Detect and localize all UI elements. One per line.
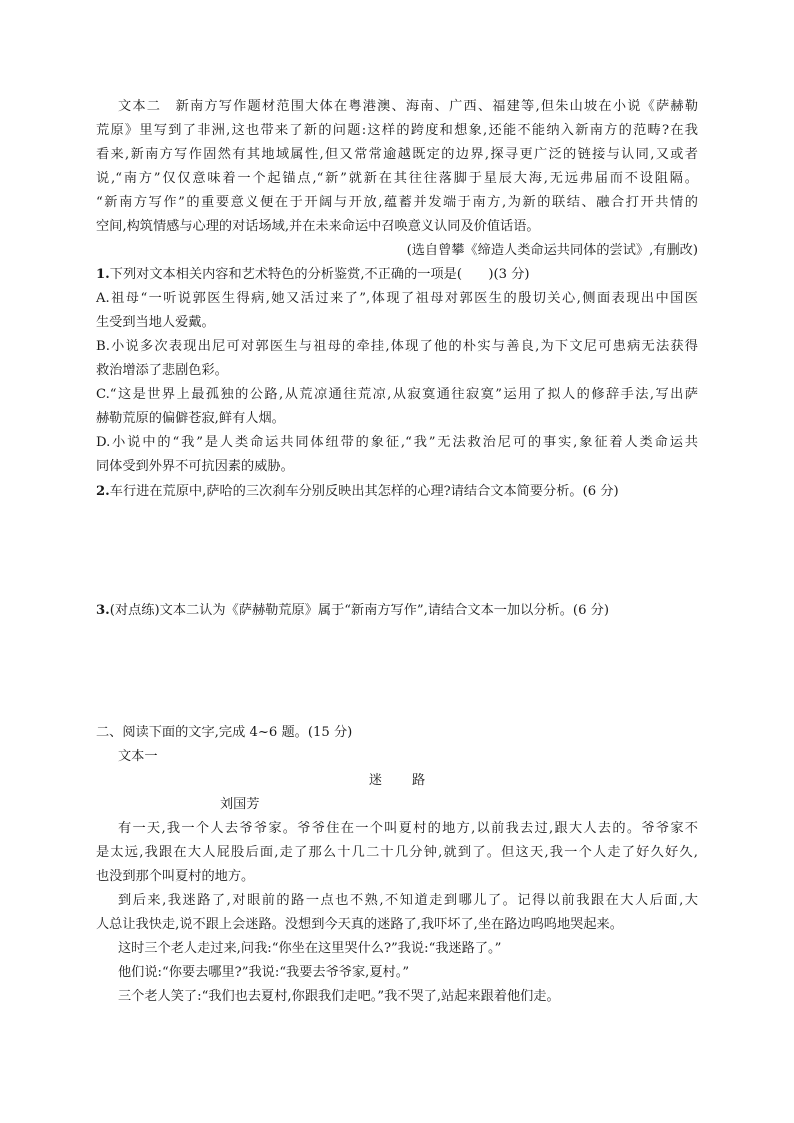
- option-c-line-1: C.“这是世界上最孤独的公路,从荒凉通往荒凉,从寂寞通往寂寞”运用了拟人的修辞手法,写出萨: [96, 387, 698, 402]
- text2-source: (选自曾攀《缔造人类命运共同体的尝试》,有删改): [406, 243, 698, 258]
- story-p4: 他们说:“你要去哪里?”我说:“我要去爷爷家,夏村。”: [118, 965, 410, 980]
- story-author: 刘国芳: [220, 797, 260, 812]
- text2-line-3: 看来,新南方写作固然有其地域属性,但又常常逾越既定的边界,探寻更广泛的链接与认同,又或者: [96, 147, 698, 162]
- story-p5: 三个老人笑了:“我们也去夏村,你跟我们走吧。”我不哭了,站起来跟着他们走。: [118, 989, 560, 1004]
- question-2: [96, 482, 619, 502]
- option-b-line-1: B.小说多次表现出尼可对郭医生与祖母的牵挂,体现了他的朴实与善良,为下文尼可患病无法获得: [96, 339, 698, 354]
- story-p1-line-1: 有一天,我一个人去爷爷家。爷爷住在一个叫夏村的地方,以前我去过,跟大人去的。爷爷家不: [118, 821, 698, 836]
- question-2-number: 2.: [96, 484, 110, 499]
- option-a-line-2: 生受到当地人爱戴。: [96, 315, 215, 330]
- option-d-line-2: 同体受到外界不可抗因素的威胁。: [96, 459, 294, 474]
- text1-label: 文本一: [118, 749, 158, 764]
- option-d-line-1: D.小说中的“我”是人类命运共同体纽带的象征,“我”无法救治尼可的事实,象征着人类命运共: [96, 435, 698, 450]
- question-1: [96, 265, 530, 285]
- option-a-line-1: A.祖母“一听说郭医生得病,她又活过来了”,体现了祖母对郭医生的殷切关心,侧面表现出中国医: [96, 291, 698, 306]
- text2-line-4: 说,“南方”仅仅意味着一个起锚点,“新”就新在其往往落脚于星辰大海,无远弗届而不设阻隔。: [96, 171, 698, 186]
- text2-line-1: 文本二 新南方写作题材范围大体在粤港澳、海南、广西、福建等,但朱山坡在小说《萨赫勒: [118, 99, 698, 114]
- text2-line-2: 荒原》里写到了非洲,这也带来了新的问题:这样的跨度和想象,还能不能纳入新南方的范畴?在我: [96, 123, 698, 138]
- story-p2-line-1: 到后来,我迷路了,对眼前的路一点也不熟,不知道走到哪儿了。记得以前我跟在大人后面,大: [118, 893, 698, 908]
- question-3-number: 3.: [96, 603, 110, 618]
- section-2-heading: 二、阅读下面的文字,完成 4~6 题。(15 分): [96, 725, 353, 740]
- story-p3: 这时三个老人走过来,问我:“你坐在这里哭什么?”我说:“我迷路了。”: [118, 941, 502, 956]
- question-1-number: 1.: [96, 267, 110, 282]
- text2-line-6: 空间,构筑情感与心理的对话场域,并在未来命运中召唤意义认同及价值话语。: [96, 219, 540, 234]
- option-b-line-2: 救治增添了悲剧色彩。: [96, 363, 228, 378]
- question-2-text: 车行进在荒原中,萨哈的三次刹车分别反映出其怎样的心理?请结合文本简要分析。(6 分): [109, 484, 619, 499]
- story-p1-line-3: 也没到那个叫夏村的地方。: [96, 869, 255, 884]
- story-p1-line-2: 是太远,我跟在大人屁股后面,走了那么十几二十几分钟,就到了。但这天,我一个人走了好久好久,: [96, 845, 698, 860]
- text2-line-5: “新南方写作”的重要意义便在于开阔与开放,蕴蓄并发端于南方,为新的联结、融合打开共情的: [96, 195, 698, 210]
- question-3-text: (对点练)文本二认为《萨赫勒荒原》属于“新南方写作”,请结合文本一加以分析。(6 分): [109, 603, 609, 618]
- question-3: [96, 601, 609, 621]
- story-title: 迷路: [368, 773, 456, 788]
- story-p2-line-2: 人总让我快走,说不跟上会迷路。没想到今天真的迷路了,我吓坏了,坐在路边呜呜地哭起来。: [96, 917, 623, 932]
- option-c-line-2: 赫勒荒原的偏僻苍寂,鲜有人烟。: [96, 411, 285, 426]
- question-1-stem: 下列对文本相关内容和艺术特色的分析鉴赏,不正确的一项是( )(3 分): [109, 267, 530, 282]
